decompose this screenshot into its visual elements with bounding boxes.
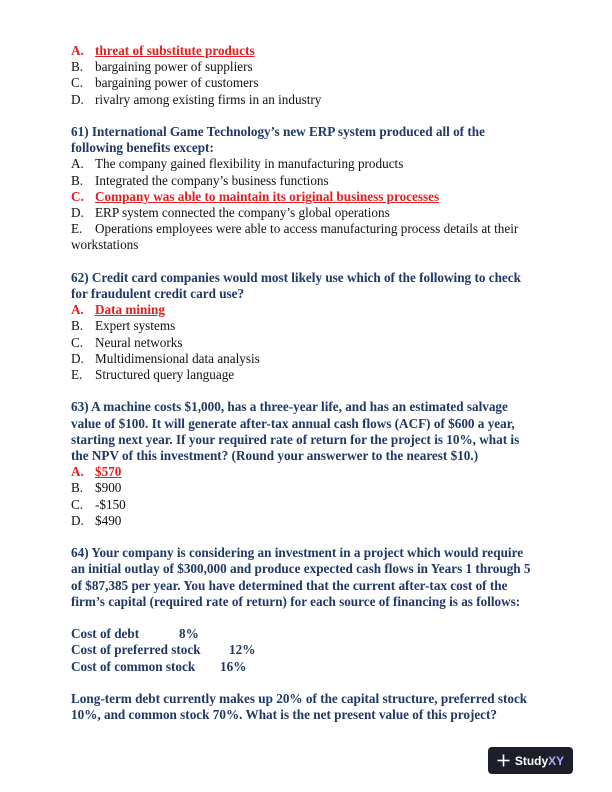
q64-footer-line: 10%, and common stock 70%. What is the net present value of this project? [71, 707, 498, 723]
q62-question-line: for fraudulent credit card use? [71, 286, 245, 302]
q61-option-d: D. ERP system connected the company’s global operations [71, 205, 390, 221]
q62-option-b: B. Expert systems [71, 318, 176, 334]
q61-question-line: 61) International Game Technology’s new ERP system produced all of the [71, 124, 485, 139]
q60-option-b: B. bargaining power of suppliers [71, 59, 253, 75]
cost-row: Cost of common stock 16% [71, 658, 247, 674]
q62-option-a: A. Data mining [71, 302, 165, 318]
q61-option-a: A. The company gained flexibility in manufacturing products [71, 156, 404, 172]
q61-option-c: C. Company was able to maintain its original business processes [71, 188, 440, 204]
q64-question-line: an initial outlay of $300,000 and produce expected cash flows in Years 1 through 5 [71, 561, 531, 577]
q62-option-c: C. Neural networks [71, 334, 183, 350]
q63-option-c: C. -$150 [71, 496, 126, 512]
q60-option-c: C. bargaining power of customers [71, 75, 259, 91]
q64-question-line: of $87,385 per year. You have determined that the current after-tax cost of the [71, 577, 508, 593]
plus-icon [497, 754, 510, 767]
q63-question-line: starting next year. If your required rate of return for the project is 10%, what is [71, 431, 520, 447]
logo-text-xy: XY [548, 753, 565, 768]
q61-option-b: B. Integrated the company’s business functions [71, 172, 329, 188]
studyxy-logo [488, 747, 573, 774]
q64-question-line: 64) Your company is considering an investment in a project which would require [71, 545, 524, 561]
q64-question-line: firm’s capital (required rate of return) for each source of financing is as follows: [71, 593, 521, 609]
q63-question-line: 63) A machine costs $1,000, has a three-year life, and has an estimated salvage [71, 399, 508, 415]
cost-row: Cost of preferred stock 12% [71, 642, 256, 658]
q63-question-line: the NPV of this investment? (Round your answerwer to the nearest $10.) [71, 448, 479, 464]
q60-option-a: A. threat of substitute products [71, 43, 255, 58]
q63-question-line: value of $100. It will generate after-tax annual cash flows (ACF) of $600 a year, [71, 415, 515, 431]
cost-row: Cost of debt 8% [71, 626, 199, 642]
q61-option-e: E. Operations employees were able to access manufacturing process details at their workstations [71, 221, 519, 253]
q63-option-d: D. $490 [71, 512, 122, 528]
q63-option-b: B. $900 [71, 480, 122, 496]
q61-question-line: following benefits except: [71, 140, 214, 156]
q63-option-a: A. $570 [71, 464, 122, 480]
logo-text-study: Study [514, 753, 549, 768]
q62-option-e: E. Structured query language [71, 367, 235, 383]
q62-option-d: D. Multidimensional data analysis [71, 350, 260, 366]
q64-footer-line: Long-term debt currently makes up 20% of the capital structure, preferred stock [71, 691, 528, 707]
document-page [71, 43, 571, 723]
q60-option-d: D. rivalry among existing firms in an industry [71, 91, 322, 107]
q62-question-line: 62) Credit card companies would most likely use which of the following to check [71, 269, 521, 285]
